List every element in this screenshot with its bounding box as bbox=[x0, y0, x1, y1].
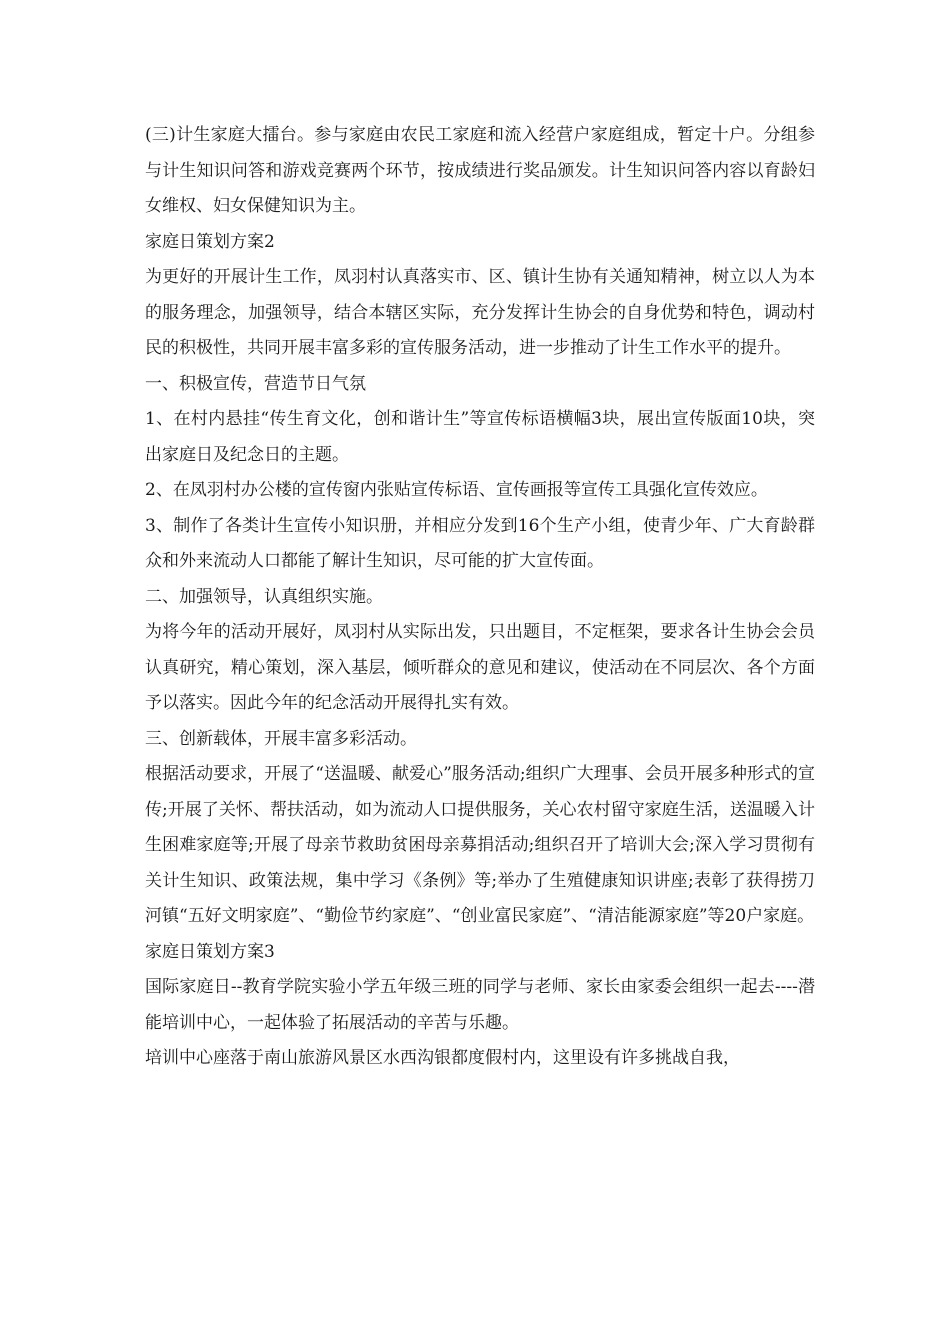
paragraph-innovation: 根据活动要求，开展了“送温暖、献爱心”服务活动;组织广大理事、会员开展多种形式的宣传;开展了关怀、帮扶活动，如为流动人口提供服务，关心农村留守家庭生活，送温暖入计生困难家庭等;开展了母亲节救助贫困母亲募捐活动;组织召开了培训大会;深入学习贯彻有关计生知识、政策法规，集中学习《条例》等;举办了生殖健康知识讲座;表彰了获得捞刀河镇“五好文明家庭”、“勤俭节约家庭”、“创业富民家庭”、“清洁能源家庭”等20户家庭。 bbox=[145, 764, 815, 926]
paragraph-plan-3-intro: 国际家庭日--教育学院实验小学五年级三班的同学与老师、家长由家委会组织一起去----潜能培训中心，一起体验了拓展活动的辛苦与乐趣。 bbox=[145, 977, 815, 1033]
paragraph-plan-2-intro: 为更好的开展计生工作，凤羽村认真落实市、区、镇计生协有关通知精神，树立以人为本的服务理念，加强领导，结合本辖区实际，充分发挥计生协会的自身优势和特色，调动村民的积极性，共同开展丰富多彩的宣传服务活动，进一步推动了计生工作水平的提升。 bbox=[145, 267, 815, 358]
paragraph-publicity-item-1: 1、在村内悬挂“传生育文化，创和谐计生”等宣传标语横幅3块，展出宣传版面10块，突出家庭日及纪念日的主题。 bbox=[145, 409, 815, 465]
subheading-leadership: 二、加强领导，认真组织实施。 bbox=[145, 586, 383, 607]
paragraph-family-contest: (三)计生家庭大擂台。参与家庭由农民工家庭和流入经营户家庭组成，暂定十户。分组参与计生知识问答和游戏竞赛两个环节，按成绩进行奖品颁发。计生知识问答内容以育龄妇女维权、妇女保健知识为主。 bbox=[145, 125, 815, 216]
document-body bbox=[145, 118, 815, 1077]
paragraph-leadership: 为将今年的活动开展好，凤羽村从实际出发，只出题目，不定框架，要求各计生协会会员认真研究，精心策划，深入基层，倾听群众的意见和建议，使活动在不同层次、各个方面予以落实。因此今年的纪念活动开展得扎实有效。 bbox=[145, 622, 815, 713]
paragraph-publicity-item-3: 3、制作了各类计生宣传小知识册，并相应分发到16个生产小组，使青少年、广大育龄群众和外来流动人口都能了解计生知识，尽可能的扩大宣传面。 bbox=[145, 515, 815, 571]
section-title-plan-3: 家庭日策划方案3 bbox=[145, 941, 275, 962]
section-title-plan-2: 家庭日策划方案2 bbox=[145, 231, 275, 252]
paragraph-publicity-item-2: 2、在凤羽村办公楼的宣传窗内张贴宣传标语、宣传画报等宣传工具强化宣传效应。 bbox=[145, 480, 768, 500]
subheading-innovation: 三、创新载体，开展丰富多彩活动。 bbox=[145, 728, 417, 749]
paragraph-training-center: 培训中心座落于南山旅游风景区水西沟银都度假村内，这里设有许多挑战自我， bbox=[145, 1048, 740, 1068]
subheading-publicity: 一、积极宣传，营造节日气氛 bbox=[145, 373, 366, 394]
